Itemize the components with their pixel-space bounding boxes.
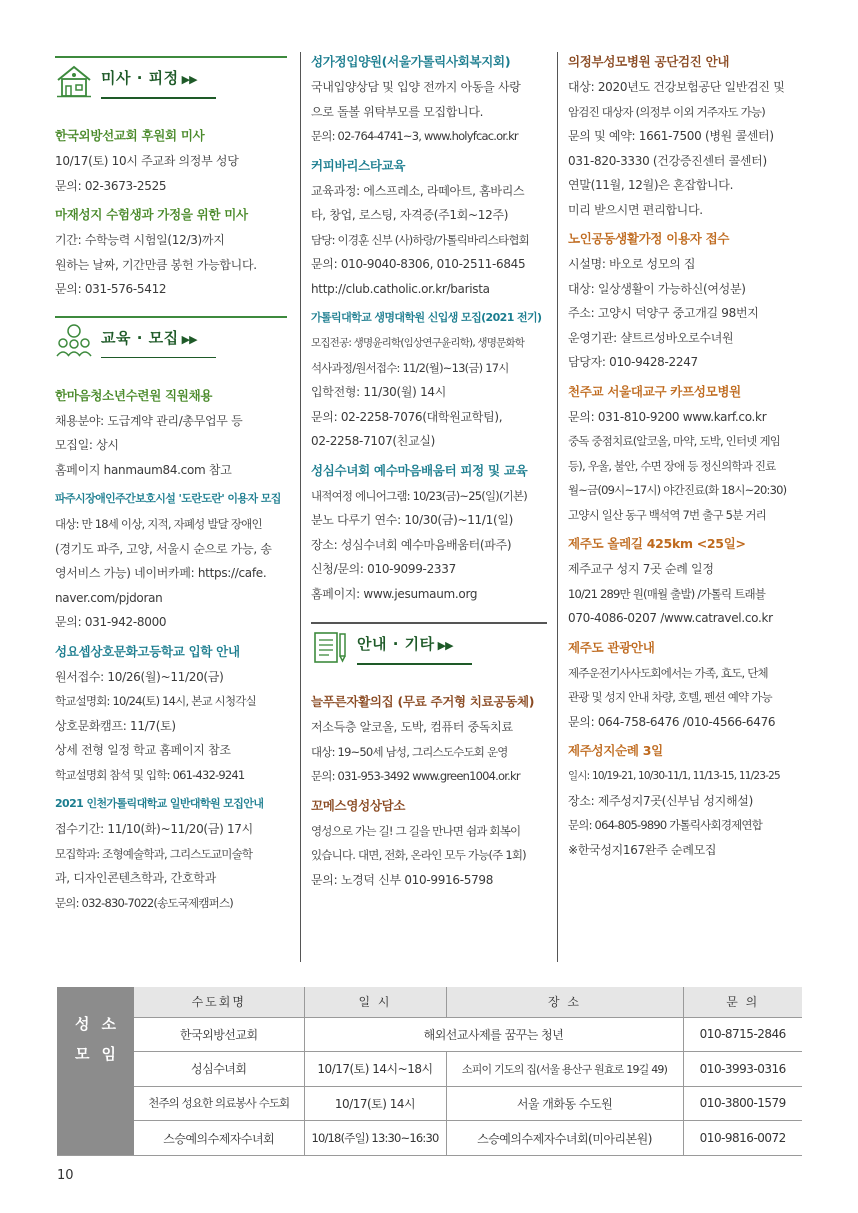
table-row (134, 1017, 802, 1052)
item-line: 타, 창업, 로스팅, 자격증(주1회~12주) (311, 208, 509, 222)
table-bottom-rule (57, 1155, 802, 1156)
item-heading: 노인공동생활가정 이용자 접수 (568, 231, 730, 246)
table-cell: 10/17(토) 14시~18시 (304, 1052, 446, 1087)
table-cell: 10/18(주일) 13:30~16:30 (304, 1121, 446, 1156)
info-section-title: 안내 · 기타 ▶▶ (357, 635, 453, 653)
group-people-icon (55, 322, 93, 360)
item-line: 교육과정: 에스프레소, 라떼아트, 홈바리스 (311, 183, 525, 198)
item-line: 제주교구 성지 7곳 순례 일정 (568, 562, 714, 576)
notice-item (568, 741, 806, 862)
item-line: naver.com/pjdoran (55, 590, 163, 605)
item-line: 저소득층 알코올, 도박, 컴퓨터 중독치료 (311, 720, 513, 734)
table-cell: 성심수녀회 (134, 1052, 304, 1087)
item-line: 채용분야: 도급계약 관리/총무업무 등 (55, 413, 243, 428)
item-line: 10/21 289만 원(매월 출발) /가톨릭 트래블 (568, 586, 766, 601)
item-line: 담당: 이경훈 신부 (사)하랑/가톨릭바리스타협회 (311, 232, 529, 247)
notice-item (568, 229, 806, 375)
item-line: 홈페이지: www.jesumaum.org (311, 586, 478, 601)
table-side-label (57, 987, 134, 1155)
item-line: 영성으로 가는 길! 그 길을 만나면 쉼과 회복이 (311, 823, 521, 838)
item-line: ※한국성지167완주 순례모집 (568, 842, 717, 857)
item-line: 문의: 02-3673-2525 (55, 178, 167, 193)
schedule-table (134, 987, 802, 1155)
table-cell: 010-3993-0316 (683, 1052, 802, 1087)
item-heading: 가톨릭대학교 생명대학원 신입생 모집(2021 전기) (311, 311, 542, 324)
item-heading: 천주교 서울대교구 카프성모병원 (568, 383, 741, 399)
item-line: 관광 및 성지 안내 차량, 호텔, 펜션 예약 가능 (568, 690, 772, 704)
table-cell: 소피이 기도의 집(서울 용산구 원효로 19길 49) (446, 1052, 683, 1087)
column-1 (55, 52, 287, 915)
item-line: 문의: 노경덕 신부 010-9916-5798 (311, 872, 494, 887)
table-header-row (134, 987, 802, 1017)
info-item (311, 796, 547, 893)
notice-item (311, 308, 547, 454)
item-line: 대상: 일상생활이 가능하신(여성분) (568, 281, 746, 296)
item-line: 제주운전기사사도회에서는 가족, 효도, 단체 (568, 665, 768, 680)
info-item (311, 692, 547, 789)
item-line: 문의 및 예약: 1661-7500 (병원 콜센터) (568, 129, 774, 143)
item-line: 문의: 031-942-8000 (55, 615, 167, 629)
header-datetime: 일 시 (304, 987, 446, 1017)
notice-item (568, 638, 806, 735)
column-2 (311, 52, 547, 892)
table-cell: 010-9816-0072 (683, 1121, 802, 1156)
item-line: 운영기관: 샬트르성바오로수녀원 (568, 330, 734, 345)
table-cell: 스승예의수제자수녀회(미아리본원) (446, 1121, 683, 1156)
notice-item (568, 382, 806, 528)
item-line: (경기도 파주, 고양, 서울시 순으로 가능, 송 (55, 541, 272, 556)
item-heading: 한마음청소년수련원 직원채용 (55, 387, 213, 403)
item-line: 문의: 032-830-7022(송도국제캠퍼스) (55, 895, 233, 910)
item-line: 신청/문의: 010-9099-2337 (311, 562, 456, 576)
mass-item (55, 126, 287, 198)
item-line: 암검진 대상자 (의정부 이외 거주자도 가능) (568, 104, 765, 119)
edu-section-header (55, 312, 287, 364)
section-top-rule (55, 56, 287, 58)
notice-item (311, 52, 547, 149)
item-heading: 성가정입양원(서울가톨릭사회복지회) (311, 54, 511, 69)
table-cell: 서울 개화동 수도원 (446, 1086, 683, 1121)
item-heading: 제주도 올레길 425km <25일> (568, 536, 746, 551)
item-line: 원하는 날짜, 기간만큼 봉헌 가능합니다. (55, 257, 257, 272)
table-cell: 스승예의수제자수녀회 (134, 1121, 304, 1156)
item-line: 모집전공: 생명윤리학(임상연구윤리학), 생명문화학 (311, 337, 525, 349)
item-line: 장소: 성심수녀회 예수마음배움터(파주) (311, 537, 512, 552)
item-line: 문의: 02-764-4741~3, www.holyfcac.or.kr (311, 129, 518, 143)
mass-section-header (55, 52, 287, 104)
item-line: 상세 전형 일정 학교 홈페이지 참조 (55, 743, 231, 757)
item-line: 있습니다. 대면, 전화, 온라인 모두 가능(주 1회) (311, 848, 526, 862)
item-line: 학교설명회: 10/24(토) 14시, 본교 시청각실 (55, 694, 256, 708)
item-heading: 의정부성모병원 공단검진 안내 (568, 54, 730, 69)
item-line: 과, 디자인콘텐츠학과, 간호학과 (55, 871, 216, 885)
item-line: 접수기간: 11/10(화)~11/20(금) 17시 (55, 822, 253, 836)
item-heading: 한국외방선교회 후원회 미사 (55, 128, 205, 143)
section-title-underline (101, 357, 216, 359)
item-heading: 파주시장애인주간보호시설 '도란도란' 이용자 모집 (55, 492, 281, 505)
page-number: 10 (57, 1168, 74, 1183)
notice-item (568, 534, 806, 631)
edu-item (55, 489, 287, 635)
item-heading: 커피바리스타교육 (311, 157, 406, 173)
item-line: 고양시 일산 동구 백석역 7번 출구 5분 거리 (568, 507, 766, 522)
item-line: 기간: 수학능력 시험일(12/3)까지 (55, 233, 225, 247)
item-line: 원서접수: 10/26(월)~11/20(금) (55, 669, 224, 684)
table-cell: 10/17(토) 14시 (304, 1086, 446, 1121)
double-arrow-icon: ▶▶ (181, 73, 197, 86)
info-section-header (311, 618, 547, 670)
notice-item (311, 461, 547, 607)
item-line: 중독 중점치료(알코올, 마약, 도박, 인터넷 게임 (568, 434, 781, 448)
item-line: 등), 우울, 불안, 수면 장애 등 정신의학과 진료 (568, 458, 776, 473)
table-cell: 010-8715-2846 (683, 1017, 802, 1052)
item-line: 홈페이지 hanmaum84.com 참고 (55, 462, 232, 477)
double-arrow-icon: ▶▶ (181, 332, 197, 346)
item-line: 문의: 064-805-9890 가톨릭사회경제연합 (568, 818, 763, 832)
item-line: 모집학과: 조형예술학과, 그리스도교미술학 (55, 846, 253, 861)
item-line: 대상: 2020년도 건강보험공단 일반검진 및 (568, 80, 785, 94)
item-line: 월~금(09시~17시) 야간진료(화 18시~20:30) (568, 483, 787, 497)
item-line: 070-4086-0207 /www.catravel.co.kr (568, 611, 773, 625)
item-line: 분노 다루기 연수: 10/30(금)~11/1(일) (311, 513, 514, 527)
item-line: 담당자: 010-9428-2247 (568, 355, 698, 369)
table-row (134, 1052, 802, 1087)
item-line: 문의: 064-758-6476 /010-4566-6476 (568, 714, 776, 729)
column-divider-1 (300, 52, 301, 962)
table-row (134, 1121, 802, 1156)
item-line: 대상: 19~50세 남성, 그리스도수도회 운영 (311, 744, 508, 759)
item-line: 입학전형: 11/30(월) 14시 (311, 385, 447, 399)
item-line: 031-820-3330 (건강증진센터 콜센터) (568, 153, 767, 168)
table-cell: 010-3800-1579 (683, 1086, 802, 1121)
header-place: 장 소 (446, 987, 683, 1017)
item-heading: 제주도 관광안내 (568, 639, 655, 655)
item-heading: 늘푸른자활의집 (무료 주거형 치료공동체) (311, 694, 535, 709)
table-row (134, 1086, 802, 1121)
column-3 (568, 52, 806, 862)
item-line: 문의: 031-810-9200 www.karf.co.kr (568, 409, 767, 424)
item-line: 문의: 010-9040-8306, 010-2511-6845 (311, 257, 526, 271)
item-heading: 마재성지 수험생과 가정을 위한 미사 (55, 207, 248, 222)
item-line: 연말(11월, 12월)은 혼잡합니다. (568, 178, 734, 192)
item-line: 영서비스 가능) 네이버카페: https://cafe. (55, 566, 267, 580)
item-line: 02-2258-7107(친교실) (311, 434, 436, 448)
notice-item (568, 52, 806, 222)
notepad-pen-icon (311, 628, 349, 666)
item-line: 내적여정 에니어그램: 10/23(금)~25(일)(기본) (311, 488, 527, 503)
item-heading: 성심수녀회 예수마음배움터 피정 및 교육 (311, 462, 528, 478)
item-heading: 성요셉상호문화고등학교 입학 안내 (55, 643, 240, 659)
double-arrow-icon: ▶▶ (437, 639, 453, 652)
mass-section-title: 미사 · 피정 ▶▶ (101, 69, 197, 87)
house-icon (55, 62, 93, 100)
item-line: 10/17(토) 10시 주교좌 의정부 성당 (55, 154, 239, 168)
item-line: 문의: 031-953-3492 www.green1004.or.kr (311, 769, 520, 783)
notice-item (311, 156, 547, 302)
item-line: 장소: 제주성지7곳(신부님 성지해설) (568, 793, 753, 808)
item-line: http://club.catholic.or.kr/barista (311, 281, 490, 296)
edu-item (55, 794, 287, 915)
item-line: 일시: 10/19-21, 10/30-11/1, 11/13-15, 11/23-25 (568, 770, 780, 782)
section-title-underline (357, 663, 472, 665)
item-line: 주소: 고양시 덕양구 중고개길 98번지 (568, 306, 759, 320)
section-title-underline (101, 97, 216, 99)
item-line: 으로 돌볼 위탁부모를 모집합니다. (311, 104, 484, 119)
item-line: 학교설명회 참석 및 입학: 061-432-9241 (55, 767, 245, 782)
edu-item (55, 386, 287, 483)
table-cell: 해외선교사제를 꿈꾸는 청년 (304, 1017, 683, 1052)
item-line: 미리 받으시면 편리합니다. (568, 202, 703, 217)
item-heading: 2021 인천가톨릭대학교 일반대학원 모집안내 (55, 797, 264, 810)
item-line: 석사과정/원서접수: 11/2(월)~13(금) 17시 (311, 360, 509, 375)
side-label-top: 성소 (75, 1015, 128, 1033)
item-line: 상호문화캠프: 11/7(토) (55, 718, 176, 733)
header-order: 수도회명 (134, 987, 304, 1017)
header-contact: 문 의 (683, 987, 802, 1017)
section-top-rule (55, 316, 287, 318)
item-line: 모집일: 상시 (55, 438, 119, 452)
mass-item (55, 205, 287, 302)
item-heading: 꼬메스영성상담소 (311, 797, 406, 813)
section-top-rule (311, 622, 547, 624)
item-line: 문의: 02-2258-7076(대학원교학팀), (311, 409, 503, 424)
column-divider-2 (557, 52, 558, 962)
item-line: 대상: 만 18세 이상, 지적, 자폐성 발달 장애인 (55, 517, 262, 531)
item-heading: 제주성지순례 3일 (568, 743, 663, 758)
side-label-bottom: 모임 (75, 1045, 128, 1063)
table-cell: 천주의 성요한 의료봉사 수도회 (134, 1086, 304, 1121)
item-line: 문의: 031-576-5412 (55, 282, 167, 296)
edu-section-title: 교육 · 모집 ▶▶ (101, 328, 197, 347)
item-line: 시설명: 바오로 성모의 집 (568, 257, 696, 271)
table-cell: 한국외방선교회 (134, 1017, 304, 1052)
item-line: 국내입양상담 및 입양 전까지 아동을 사랑 (311, 80, 521, 94)
edu-item (55, 642, 287, 788)
